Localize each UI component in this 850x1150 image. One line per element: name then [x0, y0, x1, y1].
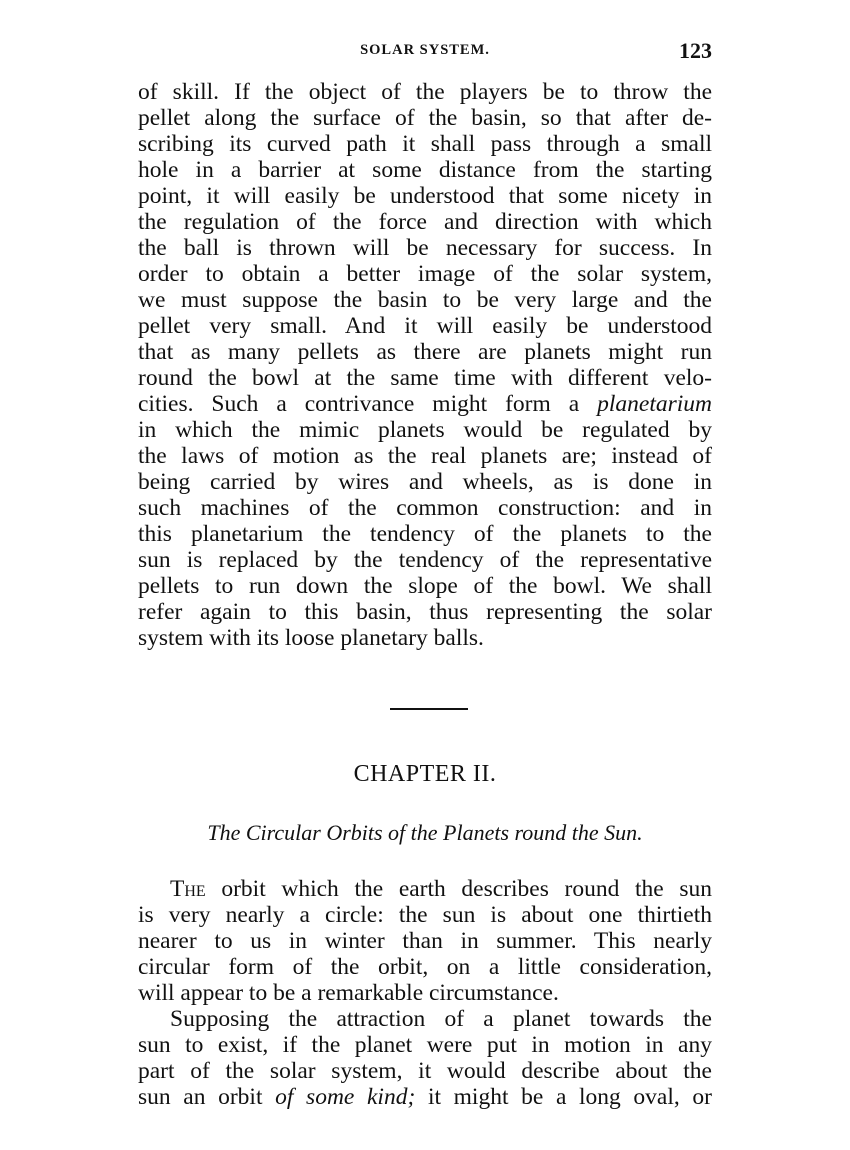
text-line: nearer to us in winter than in summer. This nearly [138, 928, 712, 954]
text-line-lead: cities. Such a contrivance might form a [138, 391, 598, 417]
running-head [138, 38, 712, 66]
text-line: circular form of the orbit, on a little consideration, [138, 954, 712, 980]
text-line-tail: it might be a long oval, or [415, 1084, 712, 1110]
text-line: round the bowl at the same time with different velo- [138, 365, 712, 391]
text-line: being carried by wires and wheels, as is done in [138, 469, 712, 495]
text-line: that as many pellets as there are planets might run [138, 339, 712, 365]
text-line: scribing its curved path it shall pass through a small [138, 131, 712, 157]
text-line: order to obtain a better image of the solar system, [138, 261, 712, 287]
text-line: point, it will easily be understood that some nicety in [138, 183, 712, 209]
text-line: pellets to run down the slope of the bowl. We shall [138, 573, 712, 599]
text-line: will appear to be a remarkable circumstance. [138, 980, 559, 1006]
text-line: in which the mimic planets would be regulated by [138, 417, 712, 443]
running-title: SOLAR SYSTEM. [360, 42, 490, 58]
text-line: such machines of the common construction: and in [138, 495, 712, 521]
text-line-opening [170, 876, 712, 902]
text-line: sun to exist, if the planet were put in motion in any [138, 1032, 712, 1058]
text-line: Supposing the attraction of a planet towards the [170, 1006, 712, 1032]
text-line-rest: orbit which the earth describes round the sun [205, 876, 712, 902]
text-line: the ball is thrown will be necessary for success. In [138, 235, 712, 261]
text-line-planetarium [138, 391, 712, 417]
text-line: the laws of motion as the real planets are; instead of [138, 443, 712, 469]
text-line: hole in a barrier at some distance from the starting [138, 157, 712, 183]
text-line: part of the solar system, it would describe about the [138, 1058, 712, 1084]
text-line: refer again to this basin, thus representing the solar [138, 599, 712, 625]
chapter-heading: CHAPTER II. [353, 761, 497, 787]
text-line-orbit [138, 1084, 712, 1110]
text-line: is very nearly a circle: the sun is about one thirtieth [138, 902, 712, 928]
section-divider [390, 708, 468, 710]
text-line: this planetarium the tendency of the planets to the [138, 521, 712, 547]
text-line: we must suppose the basin to be very large and the [138, 287, 712, 313]
text-line: the regulation of the force and direction with which [138, 209, 712, 235]
text-line: sun is replaced by the tendency of the representative [138, 547, 712, 573]
planetarium-term: planetarium [597, 391, 712, 417]
text-line: pellet along the surface of the basin, so that after de- [138, 105, 712, 131]
text-line: system with its loose planetary balls. [138, 625, 484, 651]
text-line: pellet very small. And it will easily be understood [138, 313, 712, 339]
page-number: 123 [679, 38, 712, 63]
text-line-lead: sun an orbit [138, 1084, 276, 1110]
chapter-title: The Circular Orbits of the Planets round the Sun. [207, 820, 643, 845]
opening-word: The [170, 876, 206, 902]
italic-phrase: of some kind; [275, 1084, 416, 1110]
text-line: of skill. If the object of the players be to throw the [138, 79, 712, 105]
